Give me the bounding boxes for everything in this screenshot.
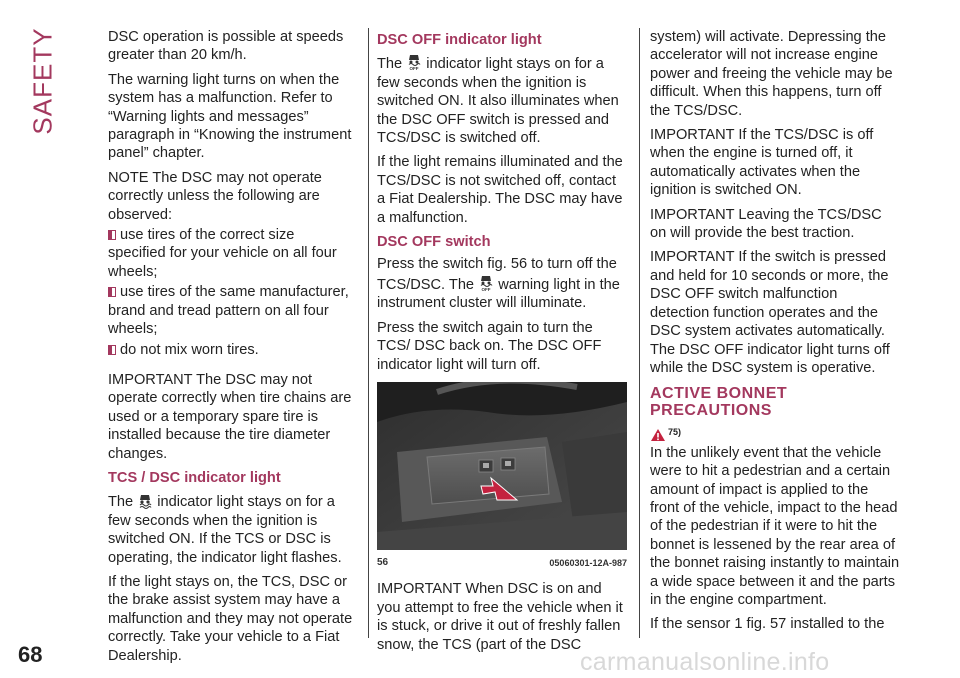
dsc-switch-figure [377, 382, 627, 550]
paragraph: The OFF indicator light stays on for a few seconds when the ignition is switched ON. It also illuminates when the DSC OFF switch is pressed and TCS/DSC is switched off. [377, 53, 627, 147]
column-2 [377, 28, 627, 660]
column-divider [368, 28, 369, 638]
bullet-icon [108, 230, 116, 240]
paragraph: If the light stays on, the TCS, DSC or the brake assist system may have a malfunction and they may not operate correctly. Take your vehicle to a Fiat Dealership. [108, 573, 353, 664]
paragraph: If the sensor 1 fig. 57 installed to the [650, 616, 885, 633]
note-paragraph: NOTE The DSC may not operate correctly unless the following are observed: [108, 169, 322, 223]
warning-triangle-icon [650, 428, 666, 442]
section-heading: DSC OFF indicator light [377, 32, 542, 48]
important-paragraph: IMPORTANT The DSC may not operate correctly when tire chains are used or a temporary spare tire is installed because the tire diameter changes. [108, 371, 352, 462]
figure-caption [377, 554, 627, 572]
important-paragraph: IMPORTANT Leaving the TCS/DSC on will provide the best traction. [650, 206, 882, 242]
svg-text:OFF: OFF [409, 66, 419, 72]
section-heading: DSC OFF switch [377, 234, 491, 251]
section-label: SAFETY [27, 27, 58, 135]
warning-ref-number: 75) [668, 427, 682, 438]
dsc-off-warning-icon [478, 274, 494, 292]
dsc-off-indicator-icon [406, 53, 422, 71]
list-item: use tires of the correct size specified for your vehicle on all four wheels; [108, 227, 337, 280]
watermark: carmanualsonline.info [580, 648, 830, 676]
paragraph: The warning light turns on when the system has a malfunction. Refer to “Warning lights and messages” paragraph in “Knowing the instrument panel” chapter. [108, 71, 352, 162]
figure-number: 56 [377, 556, 389, 568]
page-number: 68 [18, 642, 43, 667]
dashboard-photo [377, 382, 627, 550]
section-heading: TCS / DSC indicator light [108, 469, 281, 486]
important-paragraph: IMPORTANT When DSC is on and you attempt to free the vehicle when it is stuck, or drive it out of freshly fallen snow, the TCS (part of the DSC [377, 581, 623, 653]
paragraph: Press the switch again to turn the TCS/ DSC back on. The DSC OFF indicator light will turn off. [377, 319, 602, 373]
paragraph: DSC operation is possible at speeds greater than 20 km/h. [108, 29, 344, 64]
dsc-indicator-icon [137, 491, 153, 509]
warning-reference [650, 423, 900, 441]
paragraph: The indicator light stays on for a few seconds when the ignition is switched ON. If the TCS or DSC is operating, the indicator light flashes. [108, 491, 356, 567]
list-item: do not mix worn tires. [108, 341, 356, 359]
figure-code: 05060301-12A-987 [549, 557, 627, 568]
paragraph: Press the switch fig. 56 to turn off the TCS/DSC. The OFF warning light in the instrument cluster will illuminate. [377, 256, 620, 312]
important-paragraph: IMPORTANT If the switch is pressed and held for 10 seconds or more, the DSC OFF switch malfunction detection function operates and the DSC system activates automatically. The DSC OFF indicator light turns off while the DSC system is operative. [650, 249, 890, 376]
important-paragraph: IMPORTANT If the TCS/DSC is off when the engine is turned off, it automatically activates when the ignition is switched ON. [650, 127, 874, 199]
paragraph: In the unlikely event that the vehicle were to hit a pedestrian and a certain amount of impact is applied to the front of the vehicle, impact to the head of the pedestrian if it were to hit the bonnet is lessened by the rear area of the bonnet raising instantly to maintain a wide space between it and the parts in the engine compartment. [650, 444, 900, 608]
column-divider [639, 28, 640, 638]
column-3 [650, 28, 900, 640]
paragraph: system) will activate. Depressing the accelerator will not increase engine power and freeing the vehicle may be difficult. When this happens, turn off the TCS/DSC. [650, 29, 893, 119]
list-item: use tires of the same manufacturer, brand and tread pattern on all four wheels; [108, 284, 349, 338]
paragraph: If the light remains illuminated and the TCS/DSC is not switched off, contact a Fiat Dealership. The DSC may have a malfunction. [377, 154, 623, 226]
bullet-icon [108, 287, 116, 297]
bullet-icon [108, 345, 116, 355]
column-1 [108, 28, 356, 671]
section-heading-major: ACTIVE BONNET PRECAUTIONS [650, 385, 788, 420]
svg-text:OFF: OFF [481, 286, 491, 292]
